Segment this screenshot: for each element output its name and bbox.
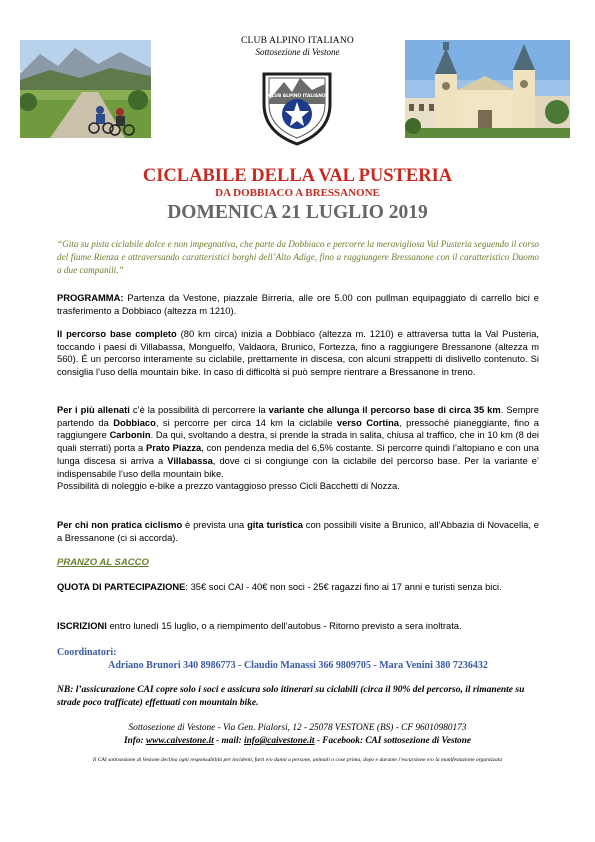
variante-paragraph bbox=[57, 404, 539, 493]
intro-quote: “Gita su pista ciclabile dolce e non impegnativa, che parte da Dobbiaco e percorre la meravigliosa Val Pusteria seguendo il corso del fiume Rienza e attraversando caratteristici borghi dell’Alto Adige, fino a raggiungere Bressanone con il caratteristico Duomo a due campanili.” bbox=[57, 239, 539, 275]
percorso-base-paragraph bbox=[57, 328, 539, 379]
coordinatori-block bbox=[57, 646, 539, 672]
percorso-base-label: Il percorso base completo bbox=[57, 329, 177, 339]
coordinatori-label: Coordinatori: bbox=[57, 647, 117, 658]
quota-paragraph bbox=[57, 581, 539, 594]
gita-turistica-paragraph bbox=[57, 519, 539, 544]
variante-text: , pressoché pianeggiante, fino a raggiungere bbox=[57, 417, 539, 441]
place-villabassa: Villabassa bbox=[167, 455, 213, 466]
event-date: DOMENICA 21 LUGLIO 2019 bbox=[167, 202, 428, 223]
email-link[interactable]: info@caivestone.it bbox=[244, 736, 315, 746]
variante-text: , si percorre per circa 14 km la ciclabile bbox=[155, 417, 337, 428]
website-link[interactable]: www.caivestone.it bbox=[145, 736, 214, 746]
footer-address: Sottosezione di Vestone - Via Gen. Pialorsi, 12 - 25078 VESTONE (BS) - CF 96010980173 bbox=[128, 723, 467, 733]
cai-logo bbox=[260, 64, 334, 146]
programma-text: Partenza da Vestone, piazzale Birreria, alle ore 5.00 con pullman equipaggiato di carrello bici e trasferimento a Dobbiaco (altezza m 1210). bbox=[57, 293, 539, 316]
percorso-base-text: (80 km circa) inizia a Dobbiaco (altezza m. 1210) e attraversa tutta la Val Pusteria, toccando i paesi di Villabassa, Monguelfo, Valdaora, Brunico, Fortezza, fino a raggiungere Bressanone (altezza m 560). É un percorso interamente su ciclabile, prettamente in discesa, con alcuni strappetti di dislivello contenuto. Si consiglia l’uso della mountain bike. In caso di difficoltà si può sempre rientrare a Bressanone in treno. bbox=[57, 329, 539, 378]
programma-paragraph bbox=[57, 292, 539, 317]
mail-label: - mail: bbox=[213, 736, 245, 746]
insurance-note: NB: l’assicurazione CAI copre solo i soci e assicura solo itinerari su ciclabili (circa il 90% del percorso, il rimanente su strade poco trafficate) effettuati con mountain bike. bbox=[57, 685, 525, 708]
place-prato-piazza: Prato Piazza bbox=[145, 443, 202, 454]
turistica-label: Per chi non pratica ciclismo bbox=[57, 520, 183, 530]
quota-label: QUOTA DI PARTECIPAZIONE bbox=[57, 582, 186, 592]
quota-text: : 35€ soci CAI - 40€ non soci - 25€ ragazzi fino ai 17 anni e turisti senza bici. bbox=[185, 582, 502, 592]
turistica-text: è prevista una bbox=[182, 520, 248, 530]
iscrizioni-paragraph bbox=[57, 620, 539, 633]
place-carbonin: Carbonin bbox=[109, 430, 151, 441]
event-subtitle: DA DOBBIACO A BRESSANONE bbox=[215, 187, 380, 199]
turistica-text: con possibili visite a Brunico, all’Abbazia di Novacella, e a Bressanone (ci si accorda). bbox=[57, 520, 539, 543]
variante-label: Per i più allenati bbox=[57, 405, 130, 415]
turistica-highlight: gita turistica bbox=[247, 520, 303, 530]
coordinatori-names: Adriano Brunori 340 8986773 - Claudio Manassi 366 9809705 - Mara Venini 380 7236432 bbox=[108, 660, 488, 671]
svg-text:CLUB ALPINO ITALIANO: CLUB ALPINO ITALIANO bbox=[268, 94, 326, 99]
variante-text: , con pendenza media del 6,5% costante. Si percorre quindi l’altopiano e con una lunga discesa si arriva a bbox=[57, 443, 539, 466]
club-name: CLUB ALPINO ITALIANO bbox=[240, 36, 354, 46]
programma-label: PROGRAMMA: bbox=[57, 293, 124, 303]
disclaimer: Il CAI sottosezione di Vestone declina ogni responsabilità per incidenti, furti e/o danni a persone, animali o cose prima, dopo e durante l’escursione e/o la manifestazione organizzata bbox=[92, 757, 503, 763]
event-title: CICLABILE DELLA VAL PUSTERIA bbox=[142, 166, 453, 186]
noleggio-text: Possibilità di noleggio e-bike a prezzo vantaggioso presso Cicli Bacchetti di Nozza. bbox=[57, 481, 400, 492]
info-label: Info: bbox=[124, 736, 146, 746]
club-section: Sottosezione di Vestone bbox=[255, 47, 340, 57]
facebook-text: - Facebook: CAI sottosezione di Vestone bbox=[314, 736, 471, 746]
place-cortina: verso Cortina bbox=[336, 417, 399, 428]
place-dobbiaco: Dobbiaco bbox=[113, 417, 156, 428]
pranzo-heading: PRANZO AL SACCO bbox=[57, 557, 149, 568]
variante-text: c’è la possibilità di percorrere la bbox=[129, 405, 269, 415]
variante-text: . Da qui, svoltando a destra, si prende la strada in salita, chiusa al traffico, che in 10 km (8 dei quali sterrati) porta a bbox=[57, 430, 540, 454]
club-header bbox=[0, 36, 595, 57]
variante-highlight: variante che allunga il percorso base di circa 35 km bbox=[268, 405, 501, 415]
footer-info bbox=[0, 736, 595, 746]
variante-text: , dove ci si congiunge con la ciclabile del percorso base. Per la variante e’ indispensabile l’uso della mountain bike. bbox=[57, 455, 539, 479]
iscrizioni-label: ISCRIZIONI bbox=[57, 621, 107, 631]
iscrizioni-text: entro lunedì 15 luglio, o a riempimento dell’autobus - Ritorno previsto a sera inoltrata. bbox=[106, 621, 462, 631]
variante-text: . Sempre partendo da bbox=[57, 405, 539, 428]
